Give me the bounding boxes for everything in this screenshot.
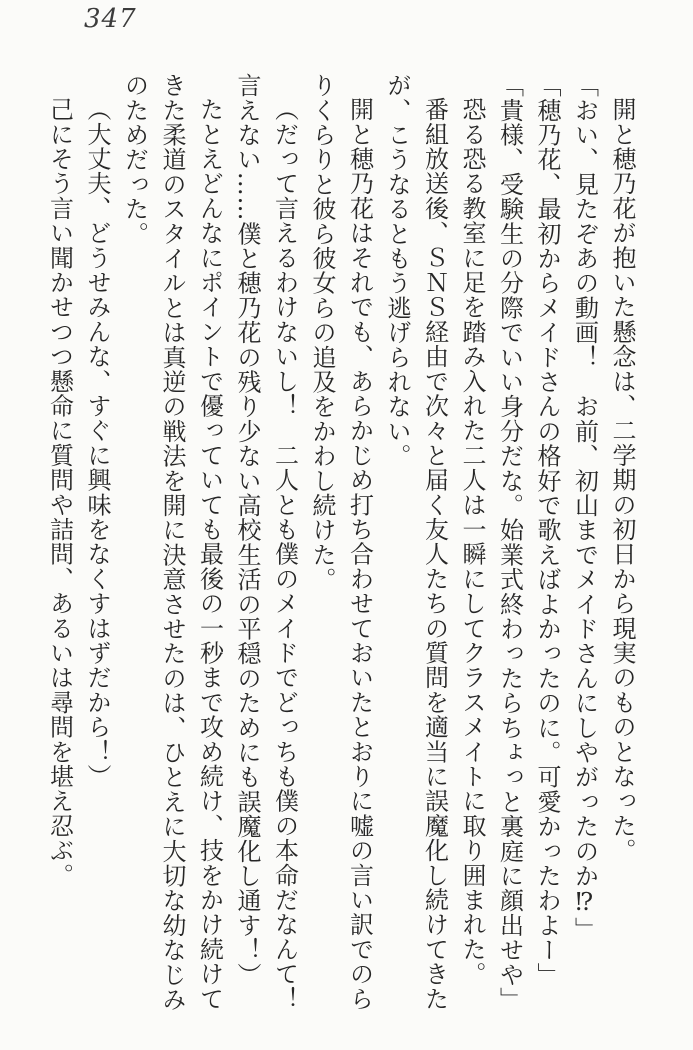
paragraph-9: たとえどんなにポイントで優っていても最後の一秒まで攻め続け、技をかけ続けてきた柔道のスタイルとは真逆の戦法を開に決意させたのは、ひとえに大切な幼なじみのためだった。 <box>120 73 224 1012</box>
paragraph-4: 「貴様、受験生の分際でいい身分だな。始業式終わったらちょっと裏庭に顔出せや」 <box>495 73 524 1012</box>
paragraph-11: 己にそう言い聞かせつつ懸命に質問や詰問、あるいは尋問を堪え忍ぶ。 <box>45 97 74 888</box>
text-block <box>40 73 640 1014</box>
page-number: 347 <box>84 4 137 34</box>
paragraph-3: 「穂乃花、最初からメイドさんの格好で歌えばよかったのに。可愛かったわよー」 <box>533 73 561 987</box>
paragraph-5: 恐る恐る教室に足を踏み入れた二人は一瞬にしてクラスメイトに取り囲まれた。 <box>458 97 486 987</box>
paragraph-1: 開と穂乃花が抱いた懸念は、二学期の初日から現実のものとなった。 <box>608 97 636 863</box>
paragraph-8: （だって言えるわけないし！ 二人とも僕のメイドでどっちも僕の本命だなんて！言えない……僕と穂乃花の残り少ない高校生活の平穏のためにも誤魔化し通す！） <box>233 73 299 1011</box>
paragraph-6: 番組放送後、ＳＮＳ経由で次々と届く友人たちの質問を適当に誤魔化し続けてきたが、こうなるともう逃げられない。 <box>383 73 449 1011</box>
paragraph-10: （大丈夫、どうせみんな、すぐに興味をなくすはずだから！） <box>83 97 111 789</box>
paragraph-2: 「おい、見たぞあの動画！ お前、初山までメイドさんにしやがったのか⁉」 <box>570 73 599 942</box>
paragraph-7: 開と穂乃花はそれでも、あらかじめ打ち合わせておいたとおりに嘘の言い訳でのらりくらりと彼ら彼女らの追及をかわし続けた。 <box>308 73 374 1011</box>
